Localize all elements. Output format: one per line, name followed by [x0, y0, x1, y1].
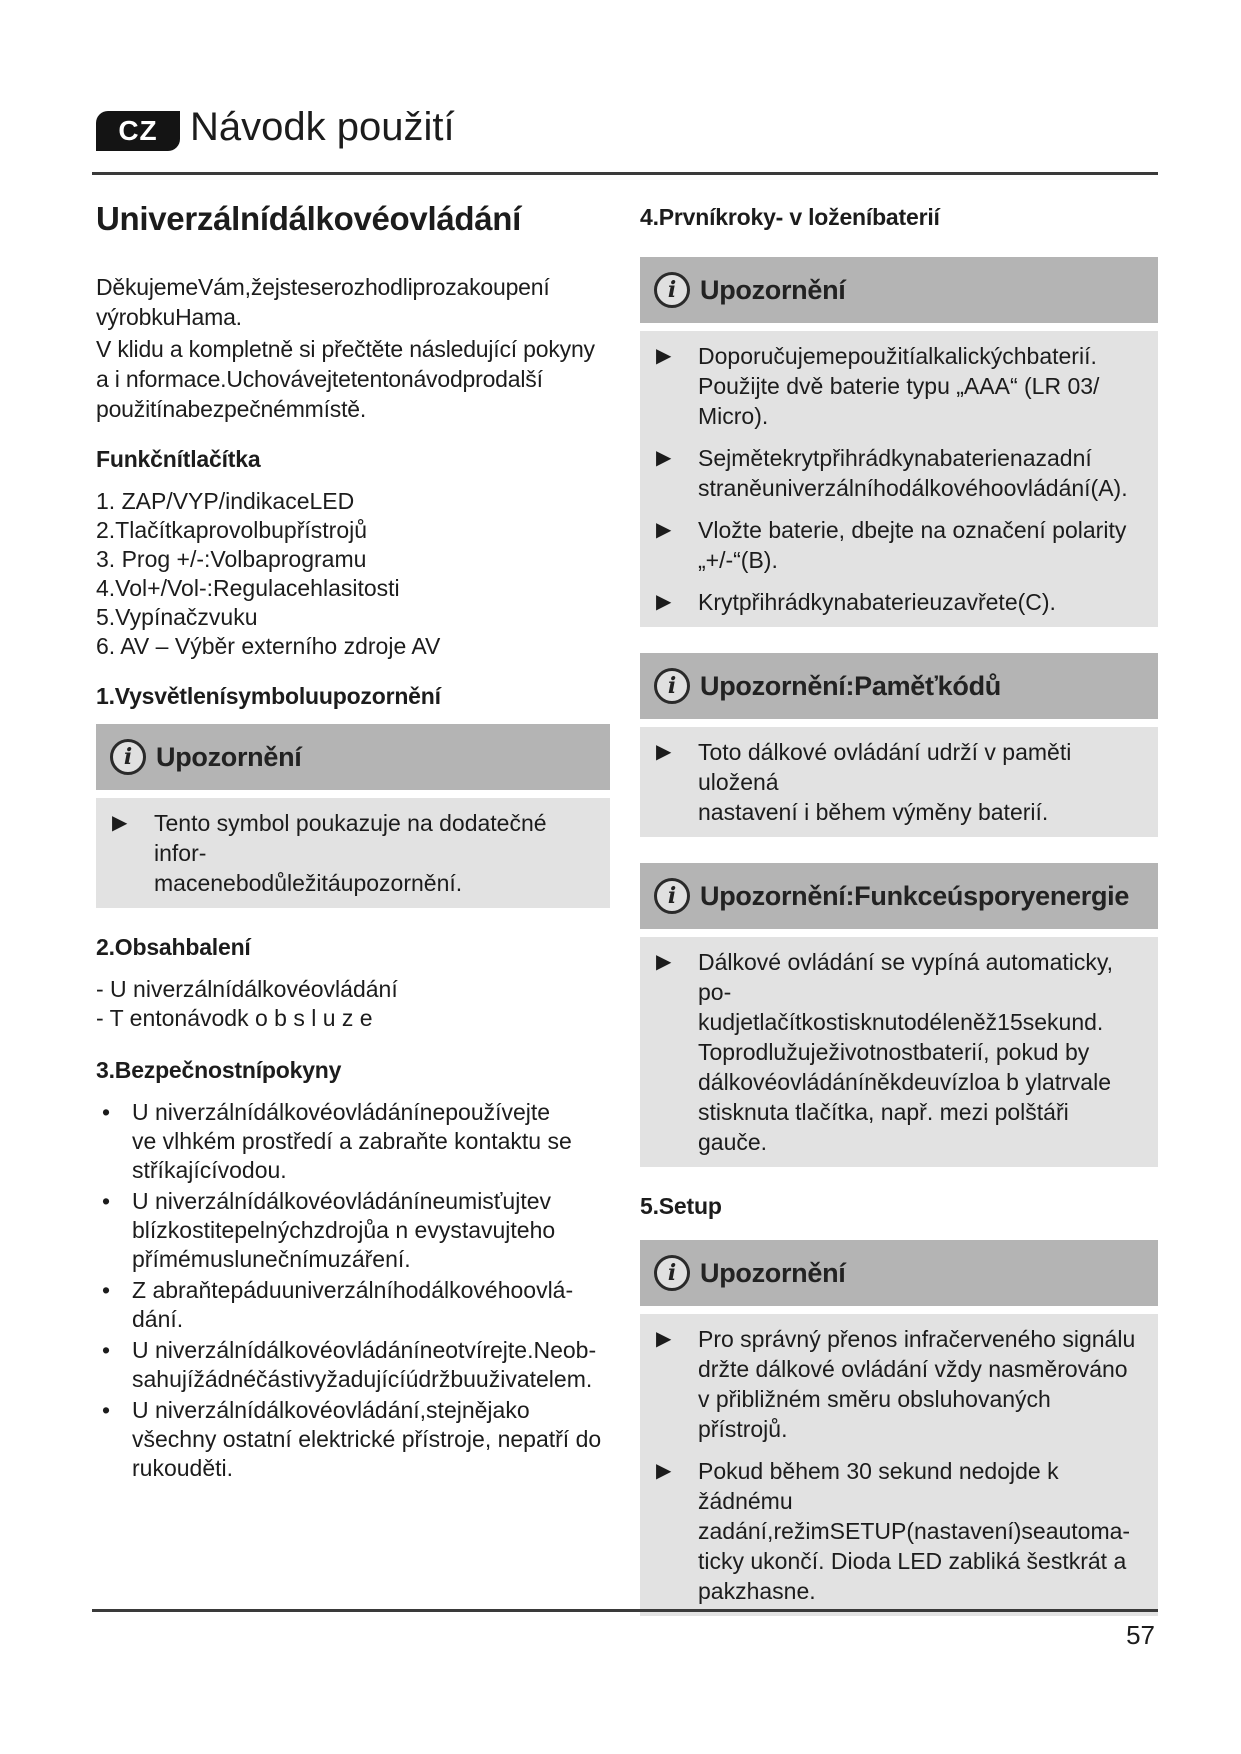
note-item: [656, 1324, 1140, 1444]
list-item: [96, 1396, 610, 1483]
list-item: [96, 1276, 610, 1334]
list-item: 6. AV – Výběr externího zdroje AV: [96, 633, 441, 659]
info-icon: i: [110, 739, 146, 775]
list-line: U niverzálnídálkovéovládáníneotvírejte.Neob-: [132, 1337, 597, 1363]
info-icon: i: [654, 1255, 690, 1291]
note-line: držte dálkové ovládání vždy nasměrováno: [698, 1356, 1128, 1382]
list-line: rukouděti.: [132, 1455, 234, 1481]
note-line: straněuniverzálníhodálkovéhoovládání(A).: [698, 475, 1128, 501]
list-item: - U niverzálnídálkovéovládání: [96, 976, 398, 1002]
note-item: [656, 341, 1140, 431]
note-line: dálkovéovládáníněkdeuvízloa b ylatrvale: [698, 1069, 1111, 1095]
buttons-list: [96, 487, 610, 661]
intro-line: DěkujemeVám,žejsteserozhodliprozakoupení: [96, 274, 550, 300]
note-line: „+/-“(B).: [698, 547, 778, 573]
header-divider: [92, 172, 1158, 175]
note-title: Upozornění: [700, 1257, 846, 1288]
intro-line: použitínabezpečnémmístě.: [96, 396, 367, 422]
info-icon: i: [654, 668, 690, 704]
note-body: [640, 937, 1158, 1167]
list-item: [96, 1336, 610, 1394]
list-item: [96, 1187, 610, 1274]
safety-list: [96, 1098, 610, 1483]
bullet-icon: •: [102, 1277, 111, 1303]
list-line: sahujížádnéčástivyžadujícíúdržbuuživatelem.: [132, 1366, 593, 1392]
note-item: [656, 1456, 1140, 1606]
note-title: Upozornění: [700, 274, 846, 305]
list-line: všechny ostatní elektrické přístroje, nepatří do: [132, 1426, 602, 1452]
note-line: pakzhasne.: [698, 1578, 816, 1604]
list-line: U niverzálnídálkovéovládání,stejnějako: [132, 1397, 530, 1423]
note-line: Doporučujemepoužitíalkalickýchbaterií.: [698, 343, 1097, 369]
manual-title: Návodk použití: [190, 105, 455, 149]
note-item: [656, 443, 1140, 503]
page-header: [94, 103, 1158, 175]
section-1-heading: 1.Vysvětlenísymboluupozornění: [96, 683, 441, 709]
note-box: [640, 653, 1158, 837]
list-item: 3. Prog +/-:Volbaprogramu: [96, 546, 367, 572]
note-line: Sejmětekrytpřihrádkynabaterienazadní: [698, 445, 1092, 471]
bullet-icon: •: [102, 1337, 111, 1363]
bullet-icon: •: [102, 1188, 111, 1214]
list-item: 1. ZAP/VYP/indikaceLED: [96, 488, 355, 514]
footer-divider: [92, 1609, 1158, 1612]
note-box: [96, 724, 610, 908]
note-line: nastavení i během výměny baterií.: [698, 799, 1049, 825]
arrow-icon: ▶: [656, 1328, 672, 1350]
bullet-icon: •: [102, 1099, 111, 1125]
note-box: [640, 1240, 1158, 1616]
note-line: Krytpřihrádkynabaterieuzavřete(C).: [698, 589, 1056, 615]
section-2-heading: 2.Obsahbalení: [96, 934, 251, 960]
note-line: Dálkové ovládání se vypíná automaticky, po-: [698, 949, 1114, 1005]
language-badge: CZ: [96, 111, 180, 151]
list-item: 2.Tlačítkaprovolbupřístrojů: [96, 517, 368, 543]
right-column: [640, 200, 1158, 1642]
list-line: stříkajícívodou.: [132, 1157, 287, 1183]
arrow-icon: ▶: [656, 345, 672, 367]
note-title: Upozornění: [156, 741, 302, 772]
list-line: dání.: [132, 1306, 184, 1332]
note-line: Micro).: [698, 403, 769, 429]
note-body: [96, 798, 610, 908]
info-icon: i: [654, 878, 690, 914]
list-line: Z abraňtepáduuniverzálníhodálkovéhoovlá-: [132, 1277, 574, 1303]
arrow-icon: ▶: [656, 951, 672, 973]
note-line: Použijte dvě baterie typu „AAA“ (LR 03/: [698, 373, 1100, 399]
intro-paragraph: [96, 272, 610, 424]
arrow-icon: ▶: [656, 591, 672, 613]
note-header: [640, 653, 1158, 719]
intro-line: výrobkuHama.: [96, 304, 242, 330]
list-line: U niverzálnídálkovéovládánínepoužívejte: [132, 1099, 551, 1125]
list-line: blízkostitepelnýchzdrojůa n evystavujteho: [132, 1217, 556, 1243]
note-line: Toto dálkové ovládání udrží v paměti uložená: [698, 739, 1072, 795]
note-item: [112, 808, 592, 898]
arrow-icon: ▶: [656, 447, 672, 469]
intro-line: a i nformace.Uchovávejtetentonávodprodalší: [96, 366, 543, 392]
note-title: Upozornění:Funkceúsporyenergie: [700, 880, 1130, 911]
note-line: Vložte baterie, dbejte na označení polarity: [698, 517, 1127, 543]
note-line: stisknuta tlačítka, např. mezi polštáři gauče.: [698, 1099, 1069, 1155]
note-line: Tento symbol poukazuje na dodatečné infor-: [154, 810, 547, 866]
info-icon: i: [654, 272, 690, 308]
note-box: [640, 257, 1158, 627]
note-item: [656, 515, 1140, 575]
list-item: [96, 1098, 610, 1185]
arrow-icon: ▶: [656, 741, 672, 763]
note-line: Pro správný přenos infračerveného signálu: [698, 1326, 1136, 1352]
list-line: přímémuslunečnímuzáření.: [132, 1246, 411, 1272]
list-line: U niverzálnídálkovéovládáníneumisťujtev: [132, 1188, 552, 1214]
list-line: ve vlhkém prostředí a zabraňte kontaktu se: [132, 1128, 572, 1154]
note-box: [640, 863, 1158, 1167]
note-line: Pokud během 30 sekund nedojde k žádnému: [698, 1458, 1059, 1514]
section-3-heading: 3.Bezpečnostnípokyny: [96, 1057, 342, 1083]
list-item: 5.Vypínačzvuku: [96, 604, 258, 630]
note-line: v přibližném směru obsluhovaných přístrojů.: [698, 1386, 1051, 1442]
arrow-icon: ▶: [656, 1460, 672, 1482]
arrow-icon: ▶: [112, 812, 128, 834]
note-line: ticky ukončí. Dioda LED zabliká šestkrát a: [698, 1548, 1127, 1574]
note-header: [640, 863, 1158, 929]
note-header: [640, 1240, 1158, 1306]
list-item: 4.Vol+/Vol-:Regulacehlasitosti: [96, 575, 400, 601]
list-item: - T entonávodk o b s l u z e: [96, 1005, 373, 1031]
note-body: [640, 331, 1158, 627]
note-line: macenebodůležitáupozornění.: [154, 870, 463, 896]
buttons-heading: Funkčnítlačítka: [96, 446, 261, 472]
left-column: [96, 200, 610, 1485]
package-contents-list: [96, 975, 610, 1033]
note-line: Toprodlužuježivotnostbaterií, pokud by: [698, 1039, 1090, 1065]
section-5-heading: 5.Setup: [640, 1193, 722, 1219]
note-body: [640, 727, 1158, 837]
section-4-heading: 4.Prvníkroky- v loženíbaterií: [640, 204, 940, 230]
note-body: [640, 1314, 1158, 1616]
note-line: kudjetlačítkostisknutodéleněž15sekund.: [698, 1009, 1104, 1035]
note-item: [656, 587, 1140, 617]
note-header: [640, 257, 1158, 323]
main-title: Univerzálnídálkovéovládání: [96, 200, 522, 237]
page-number: 57: [1126, 1620, 1155, 1650]
note-header: [96, 724, 610, 790]
note-item: [656, 947, 1140, 1157]
intro-line: V klidu a kompletně si přečtěte následující pokyny: [96, 336, 595, 362]
note-title: Upozornění:Paměťkódů: [700, 670, 1001, 701]
note-line: zadání,režimSETUP(nastavení)seautoma-: [698, 1518, 1131, 1544]
bullet-icon: •: [102, 1397, 111, 1423]
note-item: [656, 737, 1140, 827]
arrow-icon: ▶: [656, 519, 672, 541]
